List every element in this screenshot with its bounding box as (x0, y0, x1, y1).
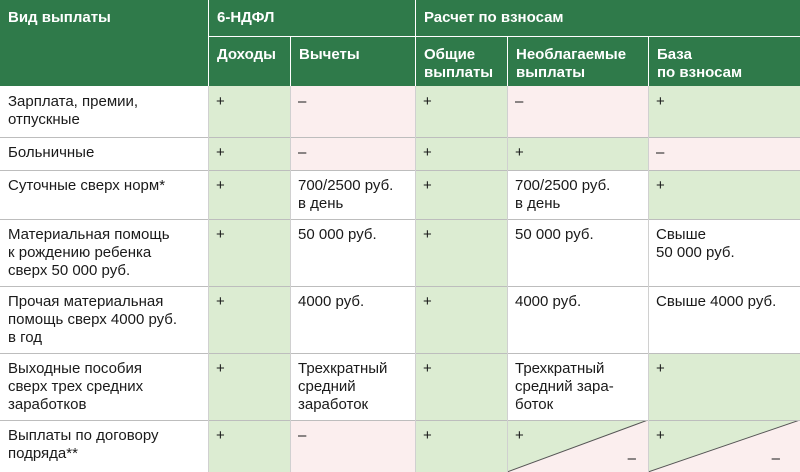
row-payment-type: Прочая материальная помощь сверх 4000 руб. в год (8, 293, 178, 346)
table-row (0, 286, 800, 353)
table-row (0, 219, 800, 286)
row-payment-type: Выходные пособия сверх трех средних заработков (8, 360, 144, 413)
cell-nontaxable: 700/2500 руб. в день (515, 177, 611, 212)
cell-nontaxable: Трехкратный средний зара- боток (515, 360, 614, 413)
header-general-payments: Общие выплаты (424, 46, 494, 81)
header-contribution-base: База по взносам (657, 46, 743, 81)
table-header (0, 0, 800, 86)
cell-deductions: – (298, 427, 307, 444)
cell-income: + (216, 144, 225, 161)
cell-general: + (423, 144, 432, 161)
row-payment-type: Больничные (8, 144, 95, 161)
split-cell-nontaxable (507, 420, 648, 472)
cell-general: + (423, 427, 432, 444)
cell-deductions: 700/2500 руб. в день (298, 177, 394, 212)
cell-general: + (423, 177, 432, 194)
cell-deductions: – (298, 144, 307, 161)
header-contributions: Расчет по взносам (424, 9, 564, 26)
header-deductions: Вычеты (299, 46, 360, 63)
cell-nontaxable: 50 000 руб. (515, 226, 594, 243)
row-payment-type: Выплаты по договору подряда** (8, 427, 159, 462)
table-row (0, 86, 800, 137)
table-row (0, 420, 800, 472)
cell-base: + (656, 360, 665, 377)
cell-nontaxable: – (515, 93, 524, 110)
row-payment-type: Суточные сверх норм* (8, 177, 166, 194)
cell-deductions: 4000 руб. (298, 293, 365, 310)
cell-base: + (656, 427, 665, 444)
cell-nontaxable: 4000 руб. (515, 293, 582, 310)
cell-base-alt: – (771, 450, 780, 467)
cell-base: Свыше 4000 руб. (656, 293, 777, 310)
split-cell-base (648, 420, 800, 472)
cell-income: + (216, 427, 225, 444)
cell-income: + (216, 293, 225, 310)
cell-base: – (656, 144, 665, 161)
cell-general: + (423, 293, 432, 310)
cell-nontaxable-alt: – (627, 450, 636, 467)
cell-base: + (656, 177, 665, 194)
cell-nontaxable: + (515, 144, 524, 161)
table-row (0, 137, 800, 170)
row-payment-type: Материальная помощь к рождению ребенка сверх 50 000 руб. (8, 226, 170, 279)
cell-deductions: – (298, 93, 307, 110)
row-payment-type: Зарплата, премии, отпускные (8, 93, 139, 128)
cell-general: + (423, 360, 432, 377)
cell-income: + (216, 360, 225, 377)
header-ndfl: 6-НДФЛ (217, 9, 275, 26)
table-row (0, 353, 800, 420)
cell-deductions: 50 000 руб. (298, 226, 377, 243)
header-income: Доходы (217, 46, 276, 63)
cell-general: + (423, 93, 432, 110)
header-nontaxable-payments: Необлагаемые выплаты (516, 46, 627, 81)
cell-base: + (656, 93, 665, 110)
cell-deductions: Трехкратный средний заработок (298, 360, 388, 413)
table-row (0, 170, 800, 219)
cell-income: + (216, 93, 225, 110)
cell-base: Свыше 50 000 руб. (656, 226, 735, 261)
cell-income: + (216, 177, 225, 194)
cell-income: + (216, 226, 225, 243)
header-payment-type: Вид выплаты (8, 9, 111, 26)
cell-general: + (423, 226, 432, 243)
cell-nontaxable: + (515, 427, 524, 444)
